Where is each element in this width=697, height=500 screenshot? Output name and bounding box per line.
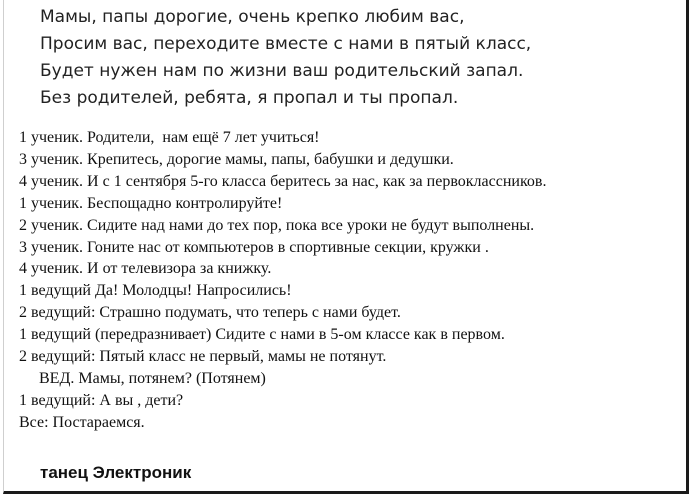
dialogue-line: ВЕД. Мамы, потянем? (Потянем) [19, 369, 266, 387]
dance-title: танец Электроник [40, 463, 192, 482]
dialogue-line: 1 ведущий Да! Молодцы! Напросились! [19, 282, 292, 300]
poem-block [40, 4, 531, 112]
dialogue-line: 4 ученик. И от телевизора за книжку. [19, 260, 272, 278]
dialogue-line: 2 ведущий: Страшно подумать, что теперь с нами будет. [19, 304, 401, 322]
dialogue-line: 3 ученик. Крепитесь, дорогие мамы, папы, бабушки и дедушки. [19, 150, 454, 168]
poem-line: Будет нужен нам по жизни ваш родительский запал. [40, 61, 524, 81]
dialogue-line: 1 ведущий: А вы , дети? [19, 391, 184, 409]
poem-line: Просим вас, переходите вместе с нами в пятый класс, [40, 34, 532, 54]
dialogue-line: 2 ведущий: Пятый класс не первый, мамы не потянут. [19, 348, 387, 366]
dialogue-line: 1 ведущий (передразнивает) Сидите с нами в 5-ом классе как в первом. [19, 326, 505, 344]
dialogue-line: 2 ученик. Сидите над нами до тех пор, пока все уроки не будут выполнены. [19, 216, 535, 234]
dialogue-line: 1 ученик. Родители, нам ещё 7 лет учиться! [19, 129, 320, 146]
dialogue-line: Все: Постараемся. [19, 413, 145, 431]
dialogue-line: 3 ученик. Гоните нас от компьютеров в спортивные секции, кружки . [19, 238, 489, 256]
script-dialogue [19, 127, 546, 434]
poem-line: Без родителей, ребята, я пропал и ты пропал. [40, 88, 459, 108]
dialogue-line: 4 ученик. И с 1 сентября 5-го класса беритесь за нас, как за первоклассников. [19, 172, 547, 190]
poem-line: Мамы, папы дорогие, очень крепко любим вас, [40, 7, 465, 27]
dialogue-line: 1 ученик. Беспощадно контролируйте! [19, 194, 283, 212]
